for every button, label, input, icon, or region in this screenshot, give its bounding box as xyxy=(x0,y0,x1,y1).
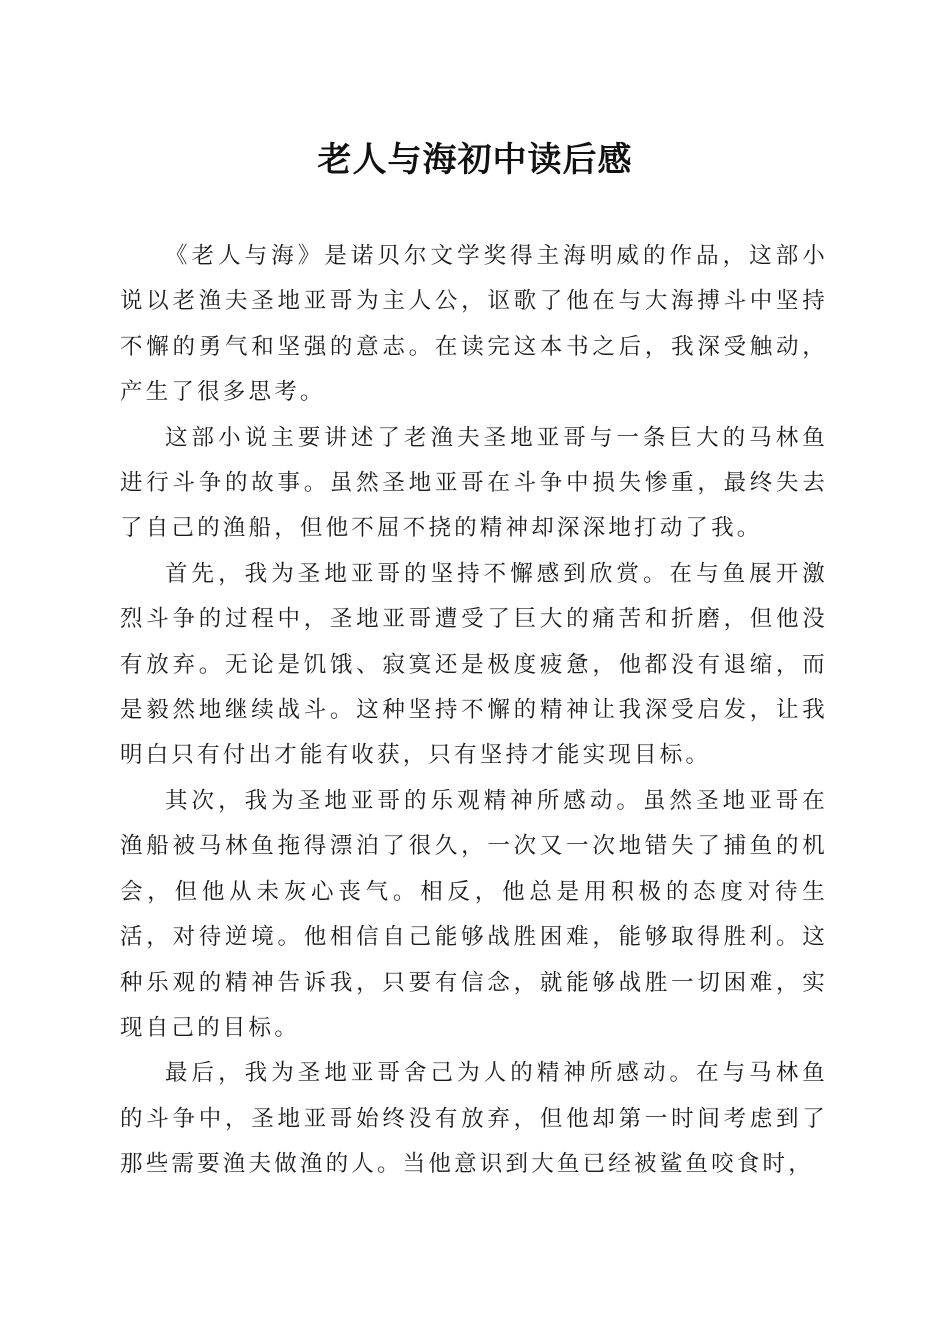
paragraph-second-point: 其次，我为圣地亚哥的乐观精神所感动。虽然圣地亚哥在渔船被马林鱼拖得漂泊了很久，一次又一次地错失了捕鱼的机会，但他从未灰心丧气。相反，他总是用积极的态度对待生活，对待逆境。他相信自己能够战胜困难，能够取得胜利。这种乐观的精神告诉我，只要有信念，就能够战胜一切困难，实现自己的目标。 xyxy=(120,787,828,1041)
document-body xyxy=(120,234,828,1188)
paragraph-intro: 《老人与海》是诺贝尔文学奖得主海明威的作品，这部小说以老渔夫圣地亚哥为主人公，讴歌了他在与大海搏斗中坚持不懈的勇气和坚强的意志。在读完这本书之后，我深受触动，产生了很多思考。 xyxy=(120,243,828,406)
paragraph-first-point: 首先，我为圣地亚哥的坚持不懈感到欣赏。在与鱼展开激烈斗争的过程中，圣地亚哥遭受了巨大的痛苦和折磨，但他没有放弃。无论是饥饿、寂寞还是极度疲惫，他都没有退缩，而是毅然地继续战斗。这种坚持不懈的精神让我深受启发，让我明白只有付出才能有收获，只有坚持才能实现目标。 xyxy=(120,560,828,769)
document-title: 老人与海初中读后感 xyxy=(317,140,633,180)
paragraph-summary: 这部小说主要讲述了老渔夫圣地亚哥与一条巨大的马林鱼进行斗争的故事。虽然圣地亚哥在斗争中损失惨重，最终失去了自己的渔船，但他不屈不挠的精神却深深地打动了我。 xyxy=(120,424,828,542)
paragraph-third-point: 最后，我为圣地亚哥舍己为人的精神所感动。在与马林鱼的斗争中，圣地亚哥始终没有放弃，但他却第一时间考虑到了那些需要渔夫做渔的人。当他意识到大鱼已经被鲨鱼咬食时， xyxy=(120,1060,828,1178)
